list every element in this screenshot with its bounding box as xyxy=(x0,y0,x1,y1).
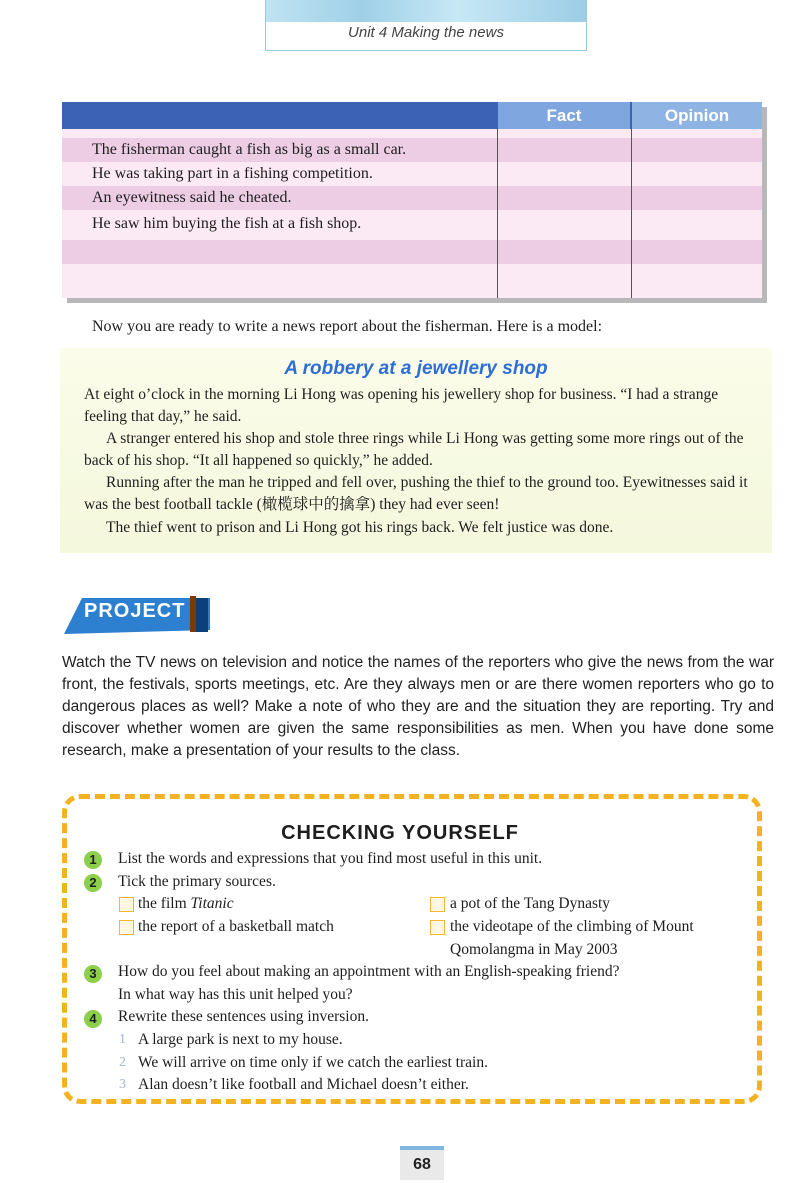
source-option-text: the film xyxy=(138,895,191,912)
model-report-box xyxy=(60,348,772,553)
item-number-badge: 4 xyxy=(84,1010,102,1028)
page-number-box xyxy=(400,1146,444,1180)
table-row xyxy=(62,138,762,162)
page-number: 68 xyxy=(413,1156,431,1173)
tick-checkbox[interactable] xyxy=(119,897,134,912)
unit-title: Unit 4 Making the news xyxy=(348,24,504,41)
statement-text: An eyewitness said he cheated. xyxy=(92,189,292,206)
check-item-text: Tick the primary sources. xyxy=(118,873,276,890)
report-paragraph: At eight o’clock in the morning Li Hong was opening his jewellery shop for business. “I had a strange feeling that day,” he said. xyxy=(84,386,719,425)
checking-yourself-title: CHECKING YOURSELF xyxy=(281,822,519,844)
sentence-text: Alan doesn’t like football and Michael doesn’t either. xyxy=(138,1076,469,1093)
table-row xyxy=(62,186,762,210)
table-row xyxy=(62,162,762,186)
tick-checkbox[interactable] xyxy=(119,920,134,935)
sentence-number: 1 xyxy=(119,1032,126,1047)
column-header-opinion: Opinion xyxy=(632,102,762,129)
table-row xyxy=(62,212,762,236)
column-header-fact: Fact xyxy=(498,102,630,129)
statement-text: He was taking part in a fishing competition. xyxy=(92,165,373,182)
item-number-badge: 3 xyxy=(84,965,102,983)
source-option-videotape: the videotape of the climbing of Mount xyxy=(450,918,694,935)
check-item-text: List the words and expressions that you find most useful in this unit. xyxy=(118,850,543,867)
column-divider xyxy=(497,129,498,298)
source-option-basketball: the report of a basketball match xyxy=(138,918,334,935)
column-divider xyxy=(631,129,632,298)
sentence-number: 3 xyxy=(119,1077,126,1092)
model-report-title: A robbery at a jewellery shop xyxy=(284,358,548,379)
sentence-text: We will arrive on time only if we catch the earliest train. xyxy=(138,1054,488,1071)
report-paragraph: Running after the man he tripped and fell over, pushing the thief to the ground too. Eyewitnesses said it was the best football tackle (橄榄球中的擒拿) they had ever seen! xyxy=(84,474,748,513)
item-number-badge: 2 xyxy=(84,874,102,892)
table-row-empty xyxy=(62,240,762,264)
project-badge-label: PROJECT xyxy=(84,600,186,622)
project-badge xyxy=(64,596,210,636)
sentence-number: 2 xyxy=(119,1055,126,1070)
film-title: Titanic xyxy=(190,895,234,912)
check-item-text: Rewrite these sentences using inversion. xyxy=(118,1008,369,1025)
report-paragraph: The thief went to prison and Li Hong got his rings back. We felt justice was done. xyxy=(106,519,614,536)
check-item-text-cont: In what way has this unit helped you? xyxy=(118,986,353,1003)
source-option-film xyxy=(138,895,234,913)
source-option-pot: a pot of the Tang Dynasty xyxy=(450,895,611,912)
unit-header xyxy=(265,0,587,51)
header-water-image xyxy=(266,0,586,22)
tick-checkbox[interactable] xyxy=(430,920,445,935)
intro-text: Now you are ready to write a news report about the fisherman. Here is a model: xyxy=(92,318,603,335)
item-number-badge: 1 xyxy=(84,851,102,869)
tick-checkbox[interactable] xyxy=(430,897,445,912)
source-option-videotape-cont: Qomolangma in May 2003 xyxy=(450,941,618,958)
table-row-empty xyxy=(62,264,762,288)
fact-opinion-table xyxy=(62,102,762,298)
report-paragraph: A stranger entered his shop and stole three rings while Li Hong was getting some more rings out of the back of his shop. “It all happened so quickly,” he added. xyxy=(84,430,744,469)
project-text: Watch the TV news on television and notice the names of the reporters who give the news from the war front, the festivals, sports meetings, etc. Are they always men or are there women reporters who go to dangerous places as well? Make a note of who they are and the situation they are reporting. Try and discover whether women are given the same responsibilities as men. When you have done some research, make a presentation of your results to the class. xyxy=(62,654,774,759)
check-item-text: How do you feel about making an appointment with an English-speaking friend? xyxy=(118,963,620,980)
statement-text: The fisherman caught a fish as big as a small car. xyxy=(92,141,407,158)
sentence-text: A large park is next to my house. xyxy=(138,1031,343,1048)
statement-text: He saw him buying the fish at a fish shop. xyxy=(92,215,362,232)
